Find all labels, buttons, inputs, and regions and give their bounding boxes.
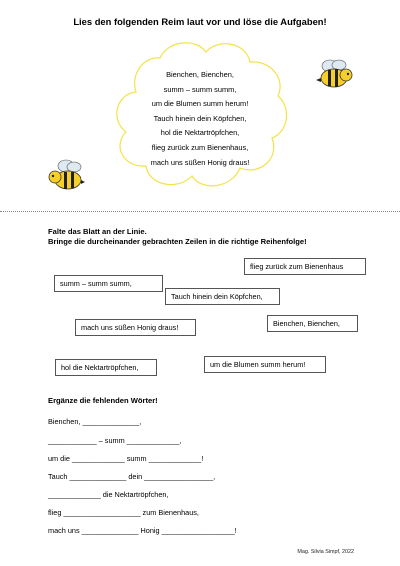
- cloze-line: flieg ___________________ zum Bienenhaus,: [48, 508, 199, 517]
- task1-instruction: Bringe die durcheinander gebrachten Zeilen in die richtige Reihenfolge!: [48, 237, 307, 246]
- bee-icon: [314, 56, 354, 92]
- poem-line: hol die Nektartröpfchen,: [160, 128, 240, 138]
- scrambled-line-box[interactable]: hol die Nektartröpfchen,: [55, 359, 157, 376]
- cloze-line: mach uns ______________ Honig __________________!: [48, 526, 237, 535]
- scrambled-line-box[interactable]: Bienchen, Bienchen,: [267, 315, 358, 332]
- scrambled-line-box[interactable]: mach uns süßen Honig draus!: [75, 319, 196, 336]
- author-credit: Mag. Silvia Simpf, 2022: [297, 549, 354, 555]
- poem-line: flieg zurück zum Bienenhaus,: [151, 142, 249, 152]
- scrambled-line-box[interactable]: summ – summ summ,: [54, 275, 163, 292]
- page-title: Lies den folgenden Reim laut vor und löse die Aufgaben!: [73, 16, 327, 27]
- cloze-line: ____________ – summ _____________,: [48, 436, 182, 445]
- poem-line: um die Blumen summ herum!: [151, 99, 249, 109]
- poem: [130, 68, 270, 170]
- cloze-line: _____________ die Nektartröpfchen,: [48, 490, 169, 499]
- scrambled-line-box[interactable]: um die Blumen summ herum!: [204, 356, 326, 373]
- poem-line: mach uns süßen Honig draus!: [150, 157, 250, 167]
- fold-line: [0, 211, 400, 212]
- scrambled-line-box[interactable]: flieg zurück zum Bienenhaus: [244, 258, 366, 275]
- poem-line: Tauch hinein dein Köpfchen,: [153, 113, 247, 123]
- cloze-line: Tauch ______________ dein _________________,: [48, 472, 216, 481]
- bee-icon: [46, 158, 86, 194]
- task2-instruction: Ergänze die fehlenden Wörter!: [48, 396, 158, 405]
- task1-instruction: Falte das Blatt an der Linie.: [48, 227, 147, 236]
- poem-line: summ – summ summ,: [163, 84, 237, 94]
- cloze-line: um die _____________ summ _____________!: [48, 454, 204, 463]
- scrambled-line-box[interactable]: Tauch hinein dein Köpfchen,: [165, 288, 280, 305]
- cloze-line: Bienchen, ______________,: [48, 417, 142, 426]
- poem-line: Bienchen, Bienchen,: [166, 70, 234, 79]
